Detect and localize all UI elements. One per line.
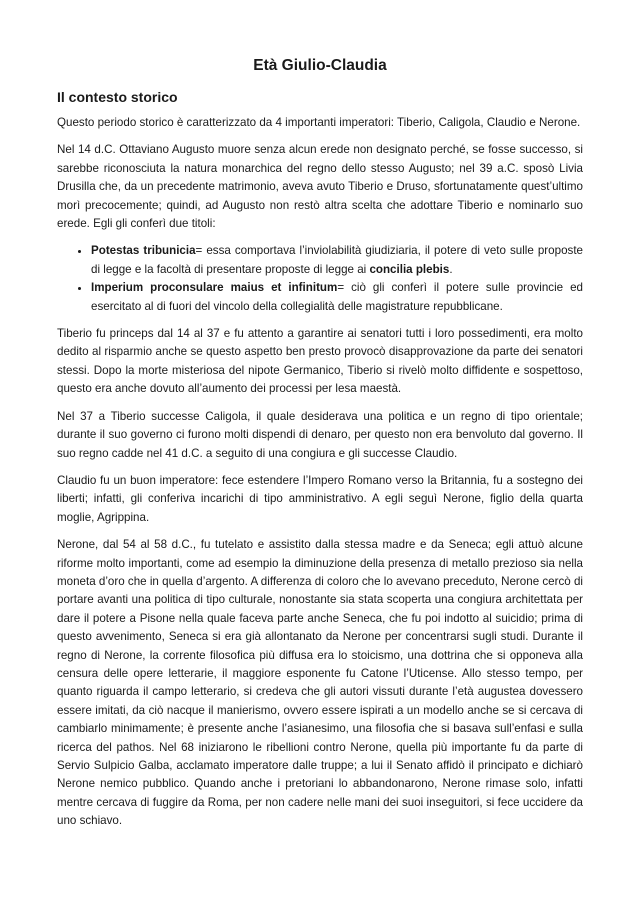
term-label: Imperium proconsulare maius et infinitum <box>91 281 338 295</box>
term-highlight: concilia plebis <box>369 262 450 276</box>
tiberio-paragraph: Tiberio fu princeps dal 14 al 37 e fu attento a garantire ai senatori tutti i loro possedimenti, era molto dedito al risparmio anche se questo aspetto ben presto provocò disapprovazione da parte dei senatori stessi. Dopo la morte misteriosa del nipote Germanico, Tiberio si rivelò molto diffidente e sospettoso, questo era anche dovuto all’aumento dei processi per lesa maestà. <box>57 327 583 396</box>
claudio-paragraph: Claudio fu un buon imperatore: fece estendere l’Impero Romano verso la Britannia, fu a sostegno dei liberti; infatti, gli conferiva incarichi di tipo amministrativo. A egli seguì Nerone, figlio della quarta moglie, Agrippina. <box>57 473 583 524</box>
term-description: = essa comportava l’inviolabilità giudiziaria, il potere di veto sulle proposte di legge e la facoltà di presentare proposte di legge ai <box>91 244 583 276</box>
document-title: Età Giulio-Claudia <box>253 57 387 74</box>
term-description: = ciò gli conferì il potere sulle provincie ed esercitato al di fuori del vincolo della collegialità delle magistrature repubblicane. <box>91 281 583 313</box>
intro-paragraph: Questo periodo storico è caratterizzato da 4 importanti imperatori: Tiberio, Caligola, Claudio e Nerone. <box>57 116 581 129</box>
caligola-paragraph: Nel 37 a Tiberio successe Caligola, il quale desiderava una politica e un regno di tipo orientale; durante il suo governo ci furono molti dispendi di denaro, per questo non era benvoluto dal governo. Il suo regno cadde nel 41 d.C. a seguito di una congiura e gli successe Claudio. <box>57 409 583 460</box>
nerone-paragraph: Nerone, dal 54 al 58 d.C., fu tutelato e assistito dalla stessa madre e da Seneca; egli attuò alcune riforme molto importanti, come ad esempio la diminuzione della presenza di metallo prezioso sia nella moneta d’oro che in quella d’argento. A differenza di coloro che lo avevano preceduto, Nerone cercò di portare avanti una politica di tipo culturale, nonostante sia stata scoperta una congiura architettata per dare il potere a Pisone nella quale faceva parte anche Seneca, che fu poi indotto al suicidio; prima di questo avvenimento, Seneca si era già allontanato da Nerone per concentrarsi sugli studi. Durante il regno di Nerone, la corrente filosofica più diffusa era lo stoicismo, una dottrina che si opponeva alla censura delle opere letterarie, il maggiore esponente fu Catone l’Uticense. Allo stesso tempo, per quanto riguarda il campo letterario, si credeva che gli autori vissuti durante l’età augustea dovessero essere imitati, da ciò nacque il manierismo, ovvero essere ispirati a un modello anche se si cercava di cambiarlo minimamente; è presente anche l’asianesimo, una filosofia che si basava sull’enfasi e sulla ricerca del pathos. Nel 68 iniziarono le ribellioni contro Nerone, quella più importante fu da parte di Servio Sulpicio Galba, acclamato imperatore dalle truppe; a lui il Senato affidò il principato e dichiarò Nerone nemico pubblico. Quando anche i pretoriani lo abbandonarono, Nerone rimase solo, infatti mentre cercava di fuggire da Roma, per non cadere nelle mani dei suoi inseguitori, si fece uccidere da uno schiavo. <box>57 538 583 828</box>
list-item <box>91 279 583 316</box>
section-heading: Il contesto storico <box>57 89 178 105</box>
list-item <box>91 242 583 279</box>
term-description-end: . <box>449 262 453 276</box>
titles-list <box>57 242 583 316</box>
term-label: Potestas tribunicia <box>91 244 196 258</box>
augusto-paragraph: Nel 14 d.C. Ottaviano Augusto muore senza alcun erede non designato perché, se fosse successo, si sarebbe riconosciuta la natura monarchica del regno dello stesso Augusto; nel 39 a.C. sposò Livia Drusilla che, da un precedente matrimonio, aveva avuto Tiberio e Druso, sfortunatamente quest’ultimo morì precocemente; quindi, ad Augusto non restò altra scelta che adottare Tiberio e nominarlo suo erede. Egli gli conferì due titoli: <box>57 143 583 231</box>
